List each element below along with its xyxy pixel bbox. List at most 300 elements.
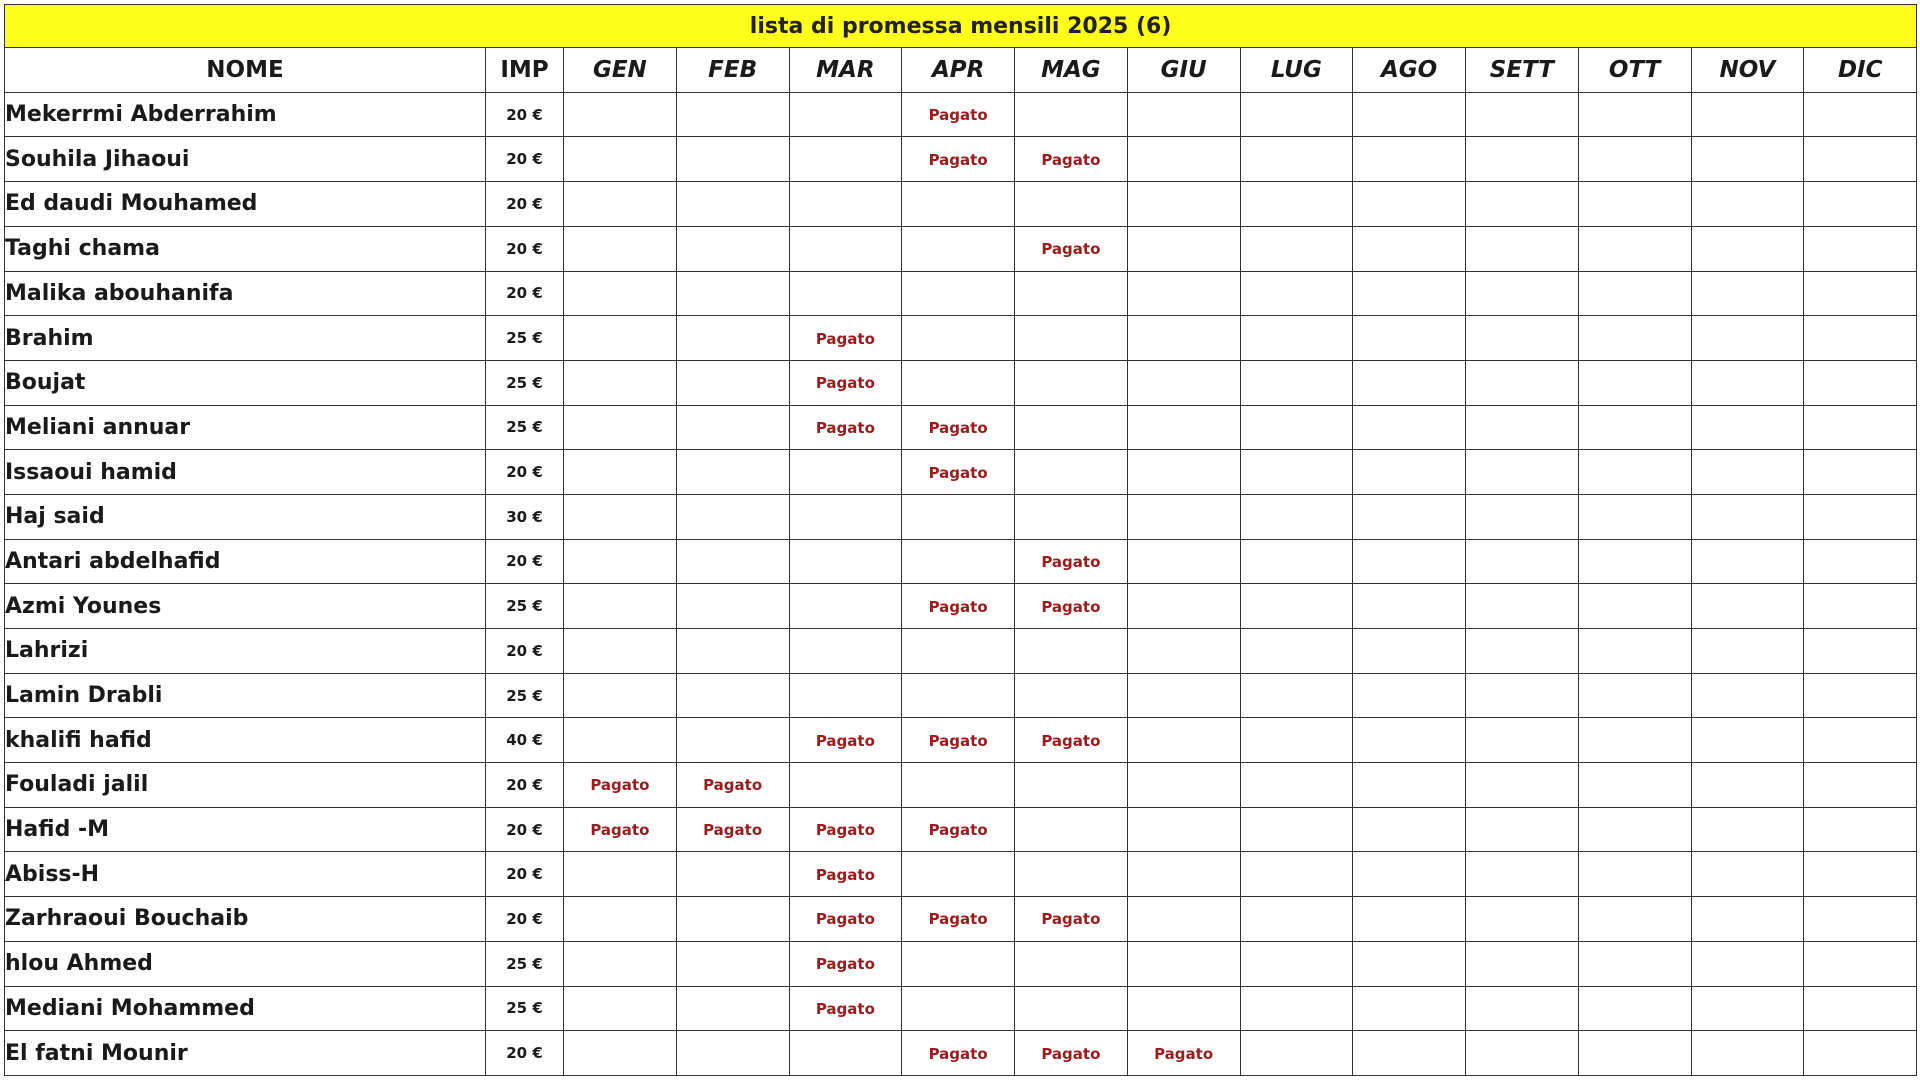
month-cell-giu[interactable] — [1127, 673, 1240, 718]
month-cell-giu[interactable] — [1127, 271, 1240, 316]
month-cell-nov[interactable] — [1691, 1031, 1804, 1076]
month-cell-giu[interactable] — [1127, 182, 1240, 227]
month-cell-ott[interactable] — [1578, 852, 1691, 897]
month-cell-lug[interactable] — [1240, 494, 1353, 539]
month-cell-feb[interactable] — [676, 941, 789, 986]
month-cell-ago[interactable] — [1353, 718, 1466, 763]
amount-cell[interactable]: 20 € — [486, 539, 564, 584]
month-cell-nov[interactable] — [1691, 897, 1804, 942]
amount-cell[interactable]: 25 € — [486, 360, 564, 405]
donor-name-cell[interactable]: Fouladi jalil — [5, 763, 486, 808]
month-cell-gen[interactable] — [564, 584, 677, 629]
month-cell-mag[interactable] — [1015, 405, 1128, 450]
month-cell-ago[interactable] — [1353, 182, 1466, 227]
amount-cell[interactable]: 30 € — [486, 494, 564, 539]
amount-cell[interactable]: 25 € — [486, 584, 564, 629]
month-cell-feb[interactable] — [676, 182, 789, 227]
month-cell-giu[interactable] — [1127, 1031, 1240, 1076]
month-cell-mag[interactable] — [1015, 137, 1128, 182]
donor-name-cell[interactable]: Brahim — [5, 316, 486, 361]
month-cell-ago[interactable] — [1353, 897, 1466, 942]
month-cell-apr[interactable] — [902, 494, 1015, 539]
month-cell-mar[interactable] — [789, 852, 902, 897]
month-cell-apr[interactable] — [902, 226, 1015, 271]
month-cell-ago[interactable] — [1353, 360, 1466, 405]
donor-name-cell[interactable]: Azmi Younes — [5, 584, 486, 629]
month-cell-sett[interactable] — [1466, 584, 1579, 629]
donor-name-cell[interactable]: Mekerrmi Abderrahim — [5, 92, 486, 137]
month-cell-sett[interactable] — [1466, 986, 1579, 1031]
month-cell-giu[interactable] — [1127, 226, 1240, 271]
amount-cell[interactable]: 25 € — [486, 986, 564, 1031]
month-cell-giu[interactable] — [1127, 807, 1240, 852]
donor-name-cell[interactable]: Abiss-H — [5, 852, 486, 897]
month-cell-apr[interactable] — [902, 986, 1015, 1031]
month-cell-feb[interactable] — [676, 629, 789, 674]
month-cell-ago[interactable] — [1353, 450, 1466, 495]
amount-cell[interactable]: 20 € — [486, 182, 564, 227]
month-cell-giu[interactable] — [1127, 629, 1240, 674]
month-cell-gen[interactable] — [564, 271, 677, 316]
month-cell-apr[interactable] — [902, 763, 1015, 808]
month-cell-dic[interactable] — [1804, 629, 1917, 674]
month-cell-lug[interactable] — [1240, 271, 1353, 316]
month-cell-giu[interactable] — [1127, 718, 1240, 763]
donor-name-cell[interactable]: Hafid -M — [5, 807, 486, 852]
month-cell-mar[interactable] — [789, 763, 902, 808]
month-cell-lug[interactable] — [1240, 182, 1353, 227]
month-cell-gen[interactable] — [564, 807, 677, 852]
month-cell-dic[interactable] — [1804, 763, 1917, 808]
month-cell-feb[interactable] — [676, 137, 789, 182]
month-cell-dic[interactable] — [1804, 316, 1917, 361]
month-cell-lug[interactable] — [1240, 360, 1353, 405]
month-cell-apr[interactable] — [902, 92, 1015, 137]
month-cell-dic[interactable] — [1804, 1031, 1917, 1076]
month-cell-mag[interactable] — [1015, 584, 1128, 629]
month-cell-sett[interactable] — [1466, 941, 1579, 986]
month-cell-nov[interactable] — [1691, 450, 1804, 495]
month-cell-sett[interactable] — [1466, 629, 1579, 674]
month-cell-sett[interactable] — [1466, 763, 1579, 808]
month-cell-feb[interactable] — [676, 807, 789, 852]
month-cell-nov[interactable] — [1691, 852, 1804, 897]
month-cell-lug[interactable] — [1240, 92, 1353, 137]
month-cell-dic[interactable] — [1804, 941, 1917, 986]
month-cell-giu[interactable] — [1127, 584, 1240, 629]
amount-cell[interactable]: 20 € — [486, 271, 564, 316]
month-cell-mag[interactable] — [1015, 1031, 1128, 1076]
month-cell-mar[interactable] — [789, 450, 902, 495]
month-cell-apr[interactable] — [902, 1031, 1015, 1076]
month-cell-mag[interactable] — [1015, 360, 1128, 405]
month-cell-gen[interactable] — [564, 360, 677, 405]
month-cell-gen[interactable] — [564, 226, 677, 271]
month-cell-nov[interactable] — [1691, 226, 1804, 271]
month-cell-feb[interactable] — [676, 718, 789, 763]
month-cell-nov[interactable] — [1691, 137, 1804, 182]
month-cell-dic[interactable] — [1804, 584, 1917, 629]
month-cell-mag[interactable] — [1015, 852, 1128, 897]
month-cell-feb[interactable] — [676, 271, 789, 316]
month-cell-mar[interactable] — [789, 92, 902, 137]
donor-name-cell[interactable]: hlou Ahmed — [5, 941, 486, 986]
amount-cell[interactable]: 20 € — [486, 629, 564, 674]
month-cell-dic[interactable] — [1804, 718, 1917, 763]
month-cell-feb[interactable] — [676, 763, 789, 808]
month-cell-sett[interactable] — [1466, 897, 1579, 942]
month-cell-mag[interactable] — [1015, 807, 1128, 852]
donor-name-cell[interactable]: Mediani Mohammed — [5, 986, 486, 1031]
month-cell-apr[interactable] — [902, 852, 1015, 897]
donor-name-cell[interactable]: El fatni Mounir — [5, 1031, 486, 1076]
month-cell-ago[interactable] — [1353, 807, 1466, 852]
month-cell-ott[interactable] — [1578, 226, 1691, 271]
month-cell-mag[interactable] — [1015, 941, 1128, 986]
month-cell-ago[interactable] — [1353, 92, 1466, 137]
month-cell-lug[interactable] — [1240, 763, 1353, 808]
month-cell-nov[interactable] — [1691, 494, 1804, 539]
month-cell-feb[interactable] — [676, 226, 789, 271]
month-cell-ago[interactable] — [1353, 316, 1466, 361]
month-cell-feb[interactable] — [676, 673, 789, 718]
month-cell-sett[interactable] — [1466, 316, 1579, 361]
month-cell-dic[interactable] — [1804, 271, 1917, 316]
month-cell-ago[interactable] — [1353, 137, 1466, 182]
month-cell-feb[interactable] — [676, 92, 789, 137]
month-cell-ott[interactable] — [1578, 941, 1691, 986]
month-cell-mag[interactable] — [1015, 226, 1128, 271]
month-cell-ott[interactable] — [1578, 182, 1691, 227]
month-cell-giu[interactable] — [1127, 852, 1240, 897]
month-cell-dic[interactable] — [1804, 986, 1917, 1031]
month-cell-mar[interactable] — [789, 673, 902, 718]
amount-cell[interactable]: 20 € — [486, 897, 564, 942]
month-cell-nov[interactable] — [1691, 584, 1804, 629]
month-cell-gen[interactable] — [564, 405, 677, 450]
month-cell-sett[interactable] — [1466, 92, 1579, 137]
month-cell-nov[interactable] — [1691, 941, 1804, 986]
amount-cell[interactable]: 25 € — [486, 405, 564, 450]
month-cell-sett[interactable] — [1466, 673, 1579, 718]
month-cell-lug[interactable] — [1240, 852, 1353, 897]
amount-cell[interactable]: 25 € — [486, 316, 564, 361]
month-cell-dic[interactable] — [1804, 807, 1917, 852]
month-cell-ago[interactable] — [1353, 494, 1466, 539]
month-cell-dic[interactable] — [1804, 539, 1917, 584]
month-cell-ott[interactable] — [1578, 986, 1691, 1031]
month-cell-nov[interactable] — [1691, 673, 1804, 718]
month-cell-giu[interactable] — [1127, 494, 1240, 539]
donor-name-cell[interactable]: Issaoui hamid — [5, 450, 486, 495]
month-cell-feb[interactable] — [676, 897, 789, 942]
month-cell-sett[interactable] — [1466, 718, 1579, 763]
month-cell-mar[interactable] — [789, 897, 902, 942]
month-cell-gen[interactable] — [564, 941, 677, 986]
month-cell-apr[interactable] — [902, 316, 1015, 361]
month-cell-mar[interactable] — [789, 137, 902, 182]
month-cell-giu[interactable] — [1127, 137, 1240, 182]
month-cell-sett[interactable] — [1466, 1031, 1579, 1076]
month-cell-ott[interactable] — [1578, 584, 1691, 629]
month-cell-ago[interactable] — [1353, 986, 1466, 1031]
month-cell-mag[interactable] — [1015, 629, 1128, 674]
month-cell-lug[interactable] — [1240, 405, 1353, 450]
month-cell-gen[interactable] — [564, 629, 677, 674]
month-cell-dic[interactable] — [1804, 450, 1917, 495]
month-cell-gen[interactable] — [564, 494, 677, 539]
month-cell-mar[interactable] — [789, 271, 902, 316]
month-cell-ott[interactable] — [1578, 316, 1691, 361]
month-cell-ott[interactable] — [1578, 92, 1691, 137]
month-cell-sett[interactable] — [1466, 360, 1579, 405]
month-cell-ago[interactable] — [1353, 539, 1466, 584]
month-cell-dic[interactable] — [1804, 226, 1917, 271]
month-cell-sett[interactable] — [1466, 807, 1579, 852]
month-cell-ott[interactable] — [1578, 360, 1691, 405]
month-cell-ago[interactable] — [1353, 226, 1466, 271]
amount-cell[interactable]: 40 € — [486, 718, 564, 763]
donor-name-cell[interactable]: Boujat — [5, 360, 486, 405]
month-cell-gen[interactable] — [564, 92, 677, 137]
month-cell-sett[interactable] — [1466, 450, 1579, 495]
month-cell-dic[interactable] — [1804, 182, 1917, 227]
month-cell-lug[interactable] — [1240, 941, 1353, 986]
month-cell-sett[interactable] — [1466, 137, 1579, 182]
month-cell-apr[interactable] — [902, 405, 1015, 450]
donor-name-cell[interactable]: Antari abdelhafid — [5, 539, 486, 584]
amount-cell[interactable]: 25 € — [486, 941, 564, 986]
month-cell-lug[interactable] — [1240, 450, 1353, 495]
month-cell-mag[interactable] — [1015, 897, 1128, 942]
month-cell-gen[interactable] — [564, 897, 677, 942]
donor-name-cell[interactable]: khalifi hafid — [5, 718, 486, 763]
amount-cell[interactable]: 20 € — [486, 92, 564, 137]
month-cell-lug[interactable] — [1240, 986, 1353, 1031]
month-cell-nov[interactable] — [1691, 718, 1804, 763]
amount-cell[interactable]: 20 € — [486, 450, 564, 495]
month-cell-nov[interactable] — [1691, 92, 1804, 137]
month-cell-sett[interactable] — [1466, 271, 1579, 316]
donor-name-cell[interactable]: Lamin Drabli — [5, 673, 486, 718]
month-cell-ago[interactable] — [1353, 763, 1466, 808]
month-cell-ott[interactable] — [1578, 405, 1691, 450]
month-cell-mar[interactable] — [789, 629, 902, 674]
month-cell-ago[interactable] — [1353, 629, 1466, 674]
month-cell-mag[interactable] — [1015, 271, 1128, 316]
month-cell-giu[interactable] — [1127, 316, 1240, 361]
month-cell-ago[interactable] — [1353, 584, 1466, 629]
month-cell-sett[interactable] — [1466, 539, 1579, 584]
month-cell-apr[interactable] — [902, 137, 1015, 182]
month-cell-ott[interactable] — [1578, 763, 1691, 808]
month-cell-giu[interactable] — [1127, 986, 1240, 1031]
month-cell-feb[interactable] — [676, 405, 789, 450]
month-cell-gen[interactable] — [564, 450, 677, 495]
month-cell-sett[interactable] — [1466, 852, 1579, 897]
month-cell-lug[interactable] — [1240, 316, 1353, 361]
month-cell-nov[interactable] — [1691, 986, 1804, 1031]
month-cell-ott[interactable] — [1578, 450, 1691, 495]
month-cell-mar[interactable] — [789, 807, 902, 852]
month-cell-ott[interactable] — [1578, 539, 1691, 584]
month-cell-mar[interactable] — [789, 494, 902, 539]
donor-name-cell[interactable]: Zarhraoui Bouchaib — [5, 897, 486, 942]
month-cell-giu[interactable] — [1127, 763, 1240, 808]
month-cell-lug[interactable] — [1240, 718, 1353, 763]
month-cell-mag[interactable] — [1015, 494, 1128, 539]
month-cell-mag[interactable] — [1015, 539, 1128, 584]
month-cell-feb[interactable] — [676, 539, 789, 584]
month-cell-mag[interactable] — [1015, 182, 1128, 227]
month-cell-mar[interactable] — [789, 584, 902, 629]
month-cell-mar[interactable] — [789, 182, 902, 227]
month-cell-apr[interactable] — [902, 271, 1015, 316]
month-cell-nov[interactable] — [1691, 182, 1804, 227]
donor-name-cell[interactable]: Malika abouhanifa — [5, 271, 486, 316]
month-cell-nov[interactable] — [1691, 763, 1804, 808]
month-cell-feb[interactable] — [676, 494, 789, 539]
month-cell-giu[interactable] — [1127, 450, 1240, 495]
month-cell-gen[interactable] — [564, 763, 677, 808]
month-cell-ott[interactable] — [1578, 807, 1691, 852]
month-cell-gen[interactable] — [564, 1031, 677, 1076]
month-cell-sett[interactable] — [1466, 405, 1579, 450]
month-cell-apr[interactable] — [902, 629, 1015, 674]
month-cell-nov[interactable] — [1691, 629, 1804, 674]
month-cell-gen[interactable] — [564, 182, 677, 227]
month-cell-mag[interactable] — [1015, 450, 1128, 495]
amount-cell[interactable]: 20 € — [486, 807, 564, 852]
month-cell-gen[interactable] — [564, 137, 677, 182]
month-cell-nov[interactable] — [1691, 271, 1804, 316]
month-cell-giu[interactable] — [1127, 360, 1240, 405]
month-cell-gen[interactable] — [564, 718, 677, 763]
month-cell-mar[interactable] — [789, 539, 902, 584]
month-cell-dic[interactable] — [1804, 92, 1917, 137]
month-cell-feb[interactable] — [676, 360, 789, 405]
amount-cell[interactable]: 20 € — [486, 763, 564, 808]
month-cell-lug[interactable] — [1240, 629, 1353, 674]
month-cell-ott[interactable] — [1578, 629, 1691, 674]
month-cell-sett[interactable] — [1466, 494, 1579, 539]
donor-name-cell[interactable]: Ed daudi Mouhamed — [5, 182, 486, 227]
amount-cell[interactable]: 25 € — [486, 673, 564, 718]
month-cell-dic[interactable] — [1804, 137, 1917, 182]
month-cell-sett[interactable] — [1466, 182, 1579, 227]
month-cell-gen[interactable] — [564, 986, 677, 1031]
month-cell-ago[interactable] — [1353, 405, 1466, 450]
month-cell-dic[interactable] — [1804, 405, 1917, 450]
donor-name-cell[interactable]: Souhila Jihaoui — [5, 137, 486, 182]
month-cell-mar[interactable] — [789, 718, 902, 763]
month-cell-sett[interactable] — [1466, 226, 1579, 271]
month-cell-dic[interactable] — [1804, 673, 1917, 718]
month-cell-mag[interactable] — [1015, 986, 1128, 1031]
month-cell-mar[interactable] — [789, 226, 902, 271]
month-cell-ott[interactable] — [1578, 137, 1691, 182]
amount-cell[interactable]: 20 € — [486, 137, 564, 182]
month-cell-nov[interactable] — [1691, 539, 1804, 584]
month-cell-giu[interactable] — [1127, 92, 1240, 137]
month-cell-apr[interactable] — [902, 360, 1015, 405]
month-cell-ott[interactable] — [1578, 494, 1691, 539]
month-cell-apr[interactable] — [902, 673, 1015, 718]
month-cell-mag[interactable] — [1015, 718, 1128, 763]
month-cell-ott[interactable] — [1578, 271, 1691, 316]
month-cell-apr[interactable] — [902, 584, 1015, 629]
month-cell-gen[interactable] — [564, 316, 677, 361]
month-cell-mag[interactable] — [1015, 763, 1128, 808]
month-cell-mar[interactable] — [789, 360, 902, 405]
month-cell-giu[interactable] — [1127, 897, 1240, 942]
month-cell-ago[interactable] — [1353, 1031, 1466, 1076]
month-cell-nov[interactable] — [1691, 360, 1804, 405]
amount-cell[interactable]: 20 € — [486, 226, 564, 271]
month-cell-apr[interactable] — [902, 182, 1015, 227]
month-cell-dic[interactable] — [1804, 897, 1917, 942]
month-cell-giu[interactable] — [1127, 539, 1240, 584]
month-cell-ago[interactable] — [1353, 673, 1466, 718]
month-cell-mag[interactable] — [1015, 316, 1128, 361]
month-cell-gen[interactable] — [564, 852, 677, 897]
month-cell-feb[interactable] — [676, 1031, 789, 1076]
month-cell-giu[interactable] — [1127, 405, 1240, 450]
month-cell-apr[interactable] — [902, 941, 1015, 986]
month-cell-apr[interactable] — [902, 897, 1015, 942]
month-cell-gen[interactable] — [564, 539, 677, 584]
month-cell-apr[interactable] — [902, 450, 1015, 495]
month-cell-ago[interactable] — [1353, 271, 1466, 316]
month-cell-apr[interactable] — [902, 539, 1015, 584]
month-cell-lug[interactable] — [1240, 897, 1353, 942]
month-cell-mag[interactable] — [1015, 92, 1128, 137]
amount-cell[interactable]: 20 € — [486, 1031, 564, 1076]
month-cell-mar[interactable] — [789, 405, 902, 450]
month-cell-dic[interactable] — [1804, 494, 1917, 539]
month-cell-ago[interactable] — [1353, 852, 1466, 897]
month-cell-feb[interactable] — [676, 852, 789, 897]
month-cell-nov[interactable] — [1691, 316, 1804, 361]
month-cell-lug[interactable] — [1240, 584, 1353, 629]
month-cell-mag[interactable] — [1015, 673, 1128, 718]
month-cell-mar[interactable] — [789, 986, 902, 1031]
month-cell-lug[interactable] — [1240, 807, 1353, 852]
month-cell-gen[interactable] — [564, 673, 677, 718]
month-cell-giu[interactable] — [1127, 941, 1240, 986]
month-cell-feb[interactable] — [676, 986, 789, 1031]
month-cell-mar[interactable] — [789, 941, 902, 986]
month-cell-apr[interactable] — [902, 718, 1015, 763]
month-cell-apr[interactable] — [902, 807, 1015, 852]
donor-name-cell[interactable]: Lahrizi — [5, 629, 486, 674]
month-cell-dic[interactable] — [1804, 852, 1917, 897]
month-cell-lug[interactable] — [1240, 226, 1353, 271]
month-cell-ott[interactable] — [1578, 1031, 1691, 1076]
month-cell-lug[interactable] — [1240, 137, 1353, 182]
month-cell-ott[interactable] — [1578, 718, 1691, 763]
month-cell-dic[interactable] — [1804, 360, 1917, 405]
month-cell-lug[interactable] — [1240, 1031, 1353, 1076]
month-cell-ago[interactable] — [1353, 941, 1466, 986]
month-cell-lug[interactable] — [1240, 539, 1353, 584]
month-cell-ott[interactable] — [1578, 673, 1691, 718]
month-cell-nov[interactable] — [1691, 807, 1804, 852]
amount-cell[interactable]: 20 € — [486, 852, 564, 897]
month-cell-lug[interactable] — [1240, 673, 1353, 718]
month-cell-mar[interactable] — [789, 316, 902, 361]
donor-name-cell[interactable]: Taghi chama — [5, 226, 486, 271]
